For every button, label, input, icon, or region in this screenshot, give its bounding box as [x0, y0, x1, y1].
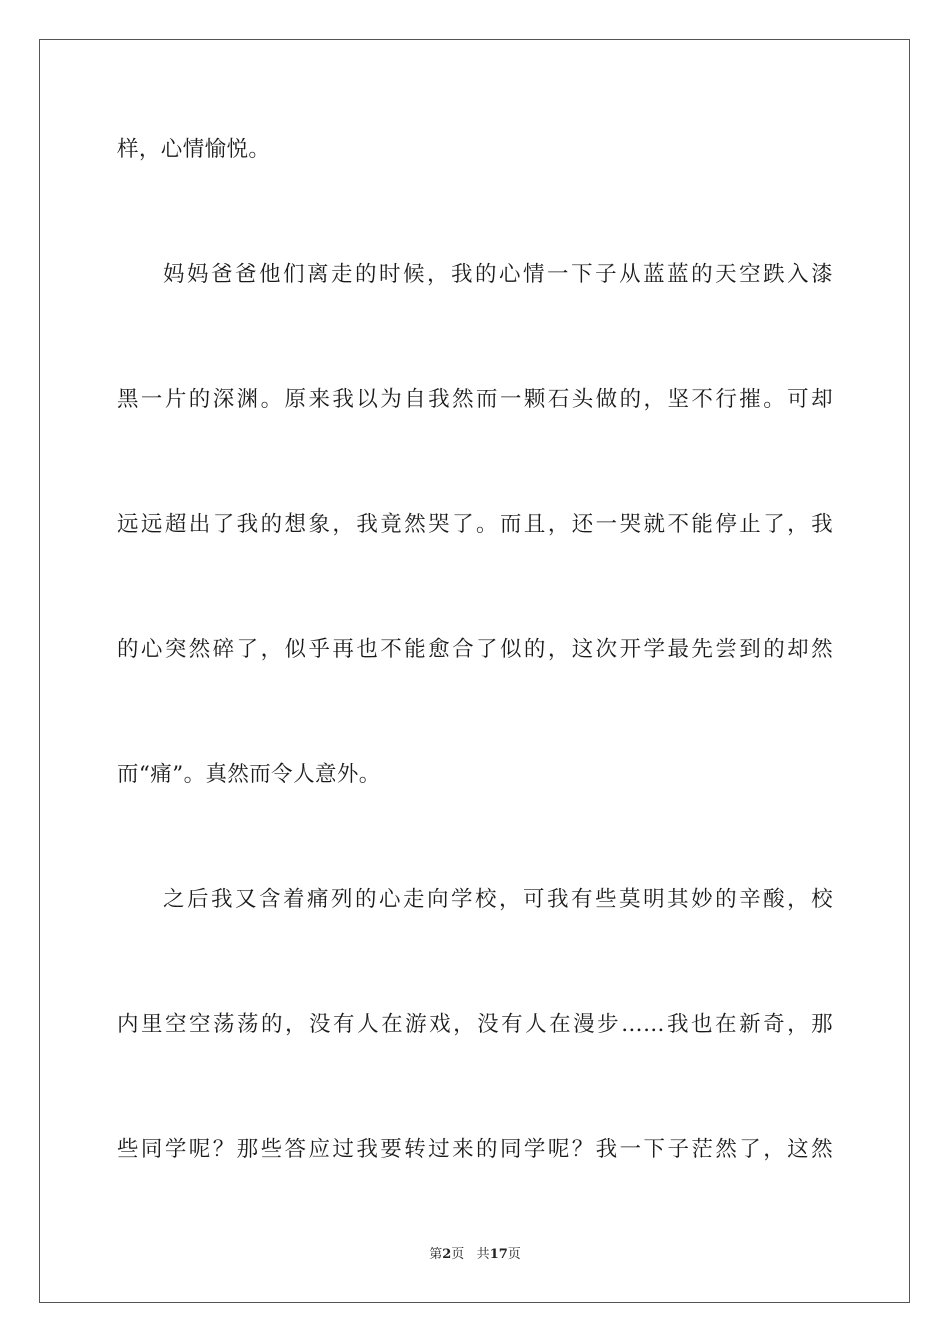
text-line-6: 而“痛”。真然而令人意外。 — [117, 762, 381, 787]
text-line-7: 之后我又含着痛列的心走向学校，可我有些莫明其妙的辛酸，校 — [163, 887, 833, 912]
text-line-4: 远远超出了我的想象，我竟然哭了。而且，还一哭就不能停止了，我 — [117, 512, 833, 537]
text-line-8: 内里空空荡荡的，没有人在游戏，没有人在漫步……我也在新奇，那 — [117, 1012, 833, 1037]
text-line-9: 些同学呢？那些答应过我要转过来的同学呢？我一下子茫然了，这然 — [117, 1137, 833, 1162]
total-pages: 17 — [489, 1247, 508, 1262]
text-line-1: 样，心情愉悦。 — [117, 137, 271, 162]
page-prefix: 第 — [429, 1247, 443, 1262]
text-line-2: 妈妈爸爸他们离走的时候，我的心情一下子从蓝蓝的天空跌入漆 — [163, 262, 833, 287]
total-suffix: 页 — [507, 1247, 521, 1262]
page-number: 2 — [442, 1247, 452, 1262]
text-line-3: 黑一片的深渊。原来我以为自我然而一颗石头做的，坚不行摧。可却 — [117, 387, 833, 412]
page-border — [39, 39, 910, 1303]
page-footer — [0, 1246, 950, 1264]
text-line-5: 的心突然碎了，似乎再也不能愈合了似的，这次开学最先尝到的却然 — [117, 637, 833, 662]
total-prefix: 共 — [476, 1247, 490, 1262]
page-suffix: 页 — [451, 1247, 465, 1262]
